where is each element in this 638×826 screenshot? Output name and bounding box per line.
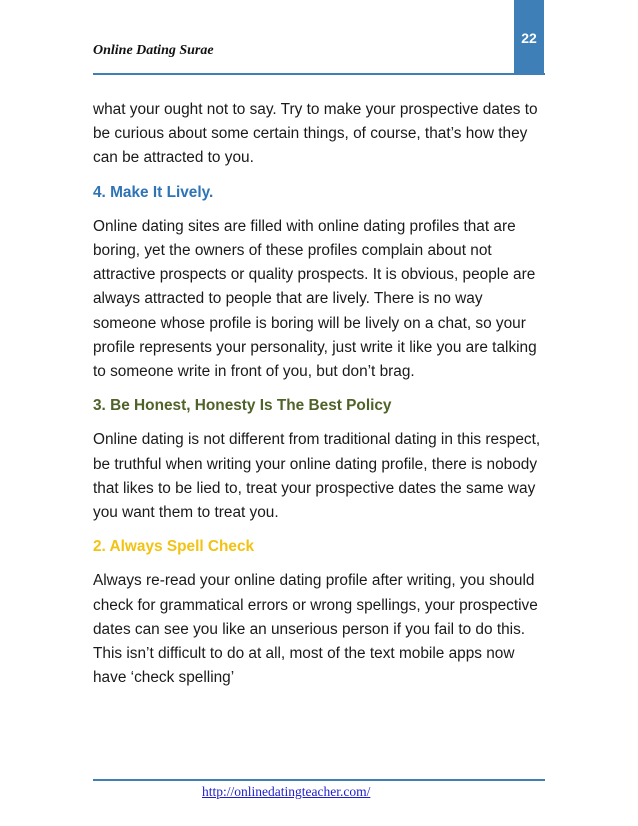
heading-be-honest: 3. Be Honest, Honesty Is The Best Policy <box>93 397 392 415</box>
page-number: 22 <box>514 0 544 74</box>
header-divider <box>93 73 545 75</box>
paragraph-honest: Online dating is not different from traditional dating in this respect, be truthful when writing your online dating profile, there is nobody that likes to be lied to, treat your prospective dates the same way you want them to treat you. <box>93 431 541 522</box>
page-body <box>93 98 548 700</box>
heading-make-it-lively: 4. Make It Lively. <box>93 183 214 201</box>
footer-divider <box>93 779 545 781</box>
paragraph-lively: Online dating sites are filled with online dating profiles that are boring, yet the owners of these profiles complain about not attractive prospects or quality prospects. It is obvious, people are always attracted to people that are lively. There is no way someone whose profile is boring will be lively on a chat, so your profile represents your personality, just write it like you are talking to someone write in front of you, but don’t brag. <box>93 217 537 381</box>
paragraph-intro: what your ought not to say. Try to make your prospective dates to be curious about some certain things, of course, that’s how they can be attracted to you. <box>93 101 538 167</box>
paragraph-spell-check: Always re-read your online dating profile after writing, you should check for grammatical errors or wrong spellings, your prospective dates can see you like an unserious person if you fail to do this. This isn’t difficult to do at all, most of the text mobile apps now have ‘check spelling’ <box>93 572 538 687</box>
heading-spell-check: 2. Always Spell Check <box>93 538 255 556</box>
running-title: Online Dating Surae <box>93 43 214 58</box>
footer-url-link[interactable]: http://onlinedatingteacher.com/ <box>202 784 371 799</box>
